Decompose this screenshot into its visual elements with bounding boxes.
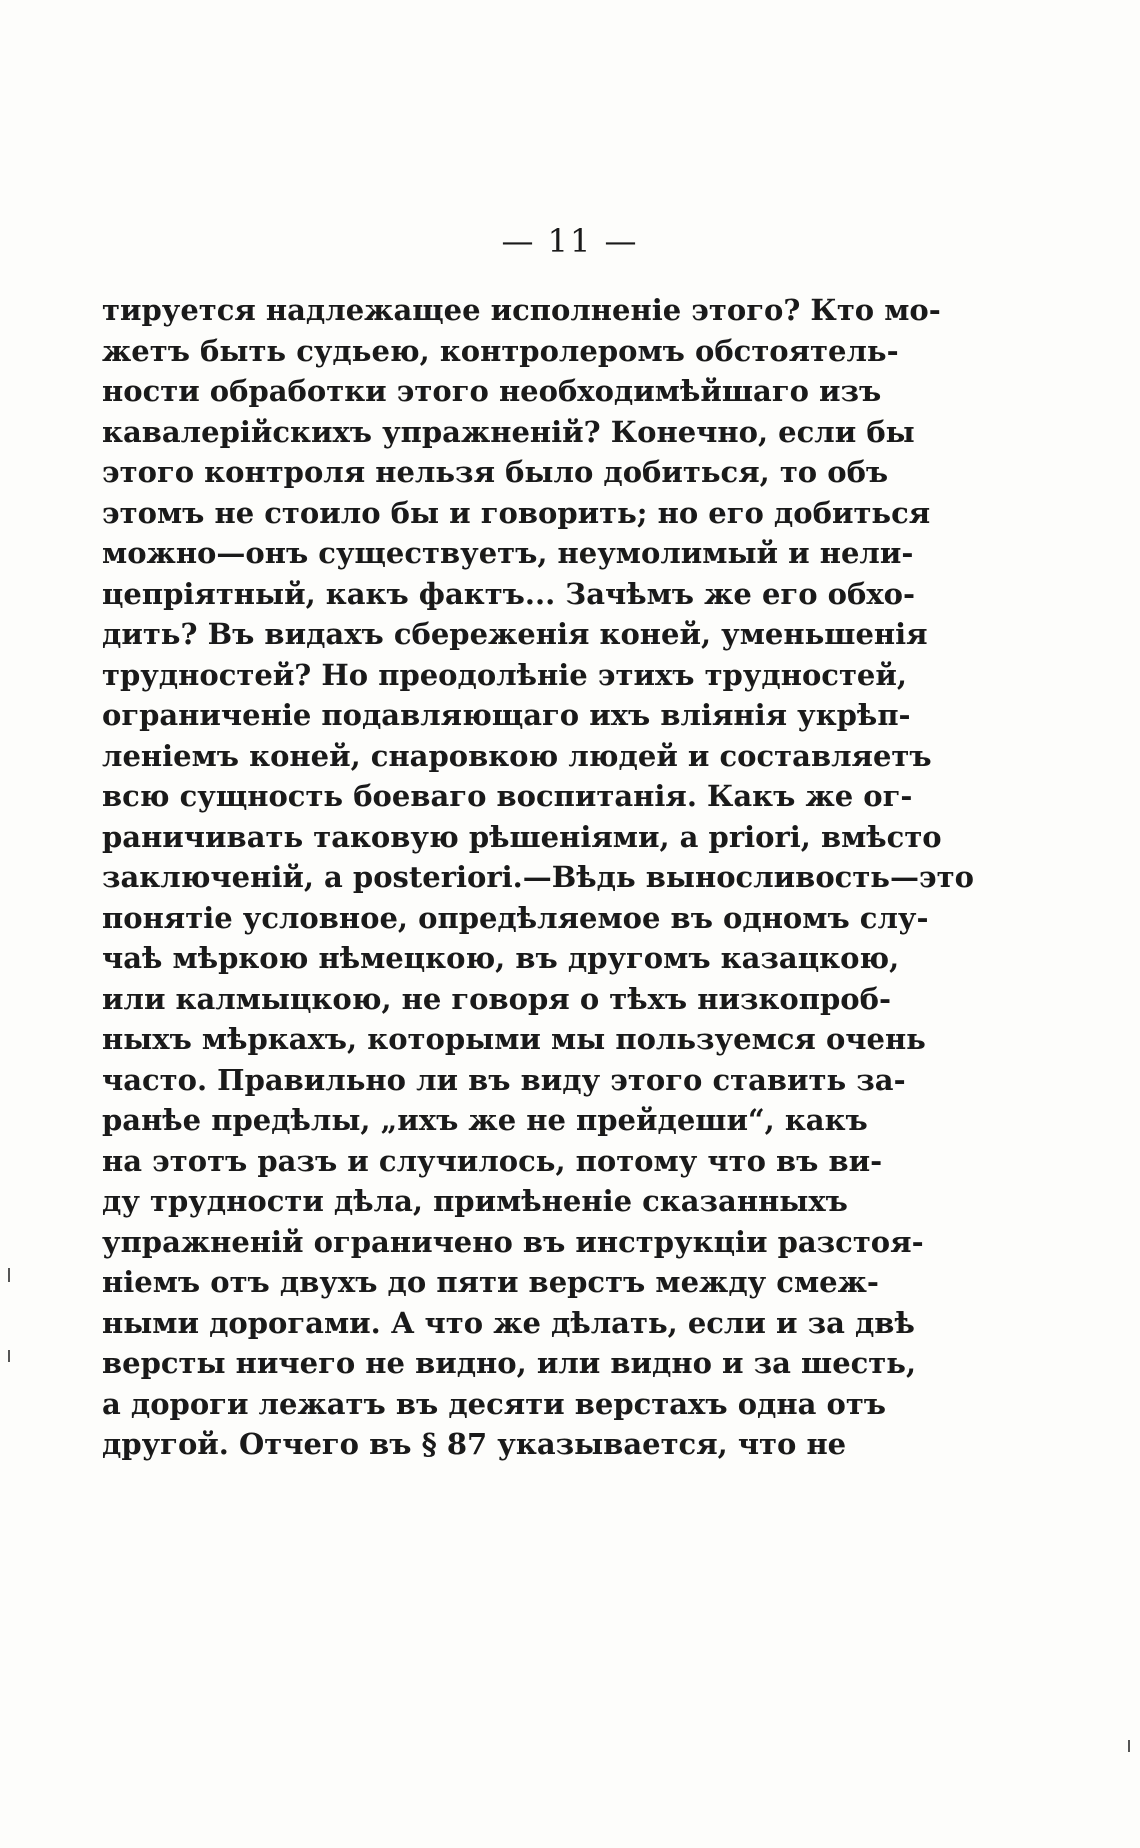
text-line: заключеній, a posteriori.—Вѣдь выносливость—это xyxy=(102,860,974,894)
page-number: — 11 — xyxy=(501,222,639,260)
text-line: ду трудности дѣла, примѣненіе сказанныхъ xyxy=(102,1184,848,1218)
margin-scan-mark xyxy=(8,1350,10,1362)
text-line: трудностей? Но преодолѣніе этихъ трудностей, xyxy=(102,657,907,692)
margin-scan-mark xyxy=(1128,1740,1130,1752)
text-line: ранѣе предѣлы, „ихъ же не прейдеши“, какъ xyxy=(102,1103,868,1137)
text-line: другой. Отчего въ § 87 указывается, что не xyxy=(102,1427,847,1461)
text-line: понятіе условное, опредѣляемое въ одномъ слу- xyxy=(102,900,929,935)
text-line: можно—онъ существуетъ, неумолимый и нели- xyxy=(102,536,914,570)
text-line: этого контроля нельзя было добиться, то объ xyxy=(102,455,889,489)
text-line: чаѣ мѣркою нѣмецкою, въ другомъ казацкою, xyxy=(102,941,900,975)
text-line: ограниченіе подавляющаго ихъ вліянія укрѣп- xyxy=(102,698,911,732)
text-line: версты ничего не видно, или видно и за шесть, xyxy=(102,1346,917,1380)
text-line: этомъ не стоило бы и говорить; но его добиться xyxy=(102,495,931,530)
text-line: ными дорогами. А что же дѣлать, если и за двѣ xyxy=(102,1305,915,1340)
text-line: часто. Правильно ли въ виду этого ставить за- xyxy=(102,1062,906,1097)
margin-scan-mark xyxy=(8,1268,10,1282)
text-line: или калмыцкою, не говоря о тѣхъ низкопроб- xyxy=(102,981,892,1016)
text-line: раничивать таковую рѣшеніями, a priori, вмѣсто xyxy=(102,819,942,854)
text-line: леніемъ коней, снаровкою людей и составляетъ xyxy=(102,738,932,773)
text-line: ности обработки этого необходимѣйшаго изъ xyxy=(102,374,882,408)
text-line: ныхъ мѣркахъ, которыми мы пользуемся очень xyxy=(102,1022,926,1056)
text-line: упражненій ограничено въ инструкціи разстоя- xyxy=(102,1224,924,1259)
text-line: на этотъ разъ и случилось, потому что въ ви- xyxy=(102,1143,883,1178)
text-line: жетъ быть судьею, контролеромъ обстоятель- xyxy=(102,333,899,368)
text-line: а дороги лежатъ въ десяти верстахъ одна отъ xyxy=(102,1386,887,1421)
text-line: тируется надлежащее исполненіе этого? Кто мо- xyxy=(102,293,941,327)
text-line: цепріятный, какъ фактъ... Зачѣмъ же его обхо- xyxy=(102,576,915,611)
text-line: дить? Въ видахъ сбереженія коней, уменьшенія xyxy=(102,617,928,651)
text-line: ніемъ отъ двухъ до пяти верстъ между смеж- xyxy=(102,1265,879,1299)
body-text xyxy=(102,290,974,1465)
text-line: кавалерійскихъ упражненій? Конечно, если бы xyxy=(102,414,915,449)
text-line: всю сущность боеваго воспитанія. Какъ же ог- xyxy=(102,779,913,813)
